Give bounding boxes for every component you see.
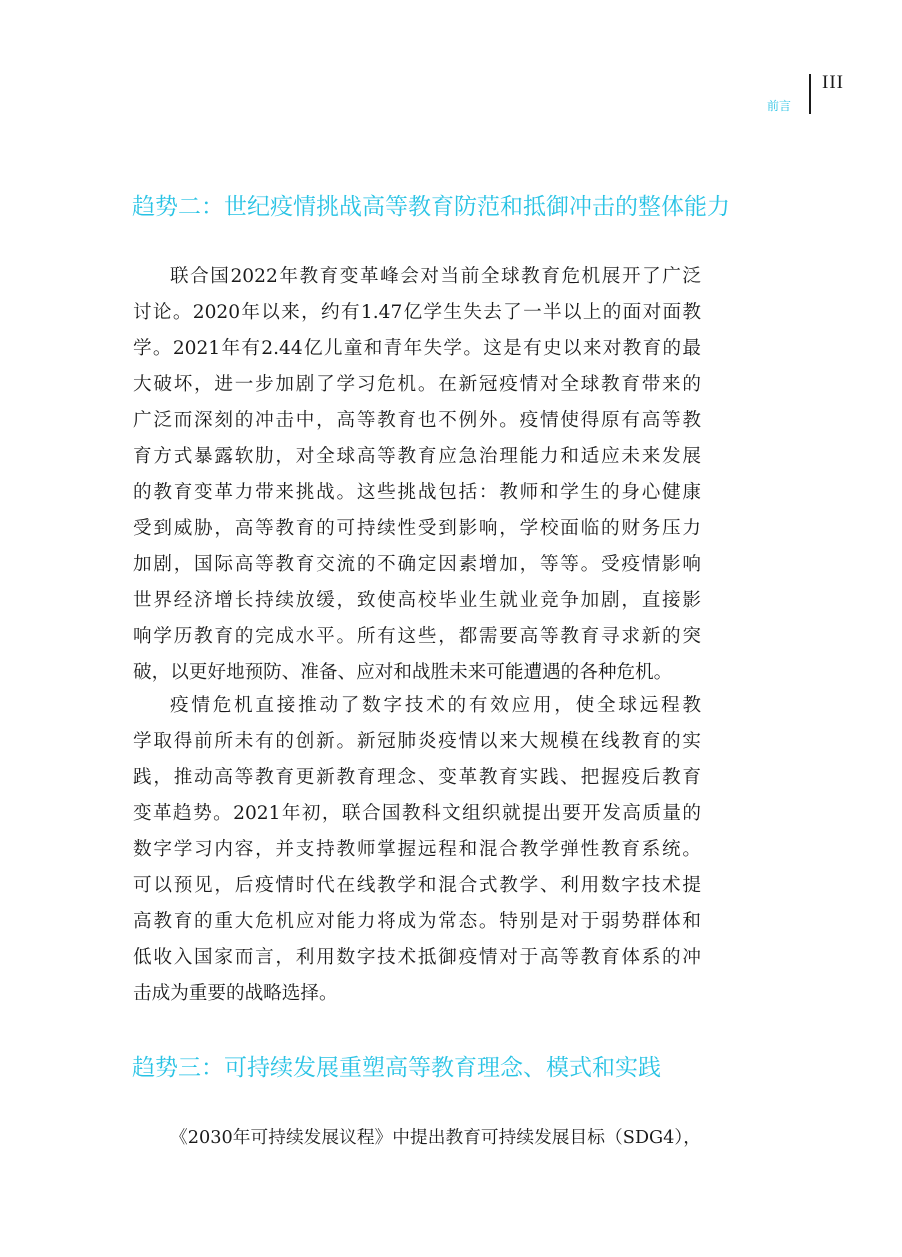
text-line: 破，以更好地预防、准备、应对和战胜未来可能遭遇的各种危机。 [133,662,673,683]
text-line: 击成为重要的战略选择。 [133,983,338,1004]
header-divider [809,74,811,114]
page-number: III [822,72,844,93]
text-line: 学取得前所未有的创新。新冠肺炎疫情以来大规模在线教育的实 [133,731,701,752]
text-line: 受到威胁，高等教育的可持续性受到影响，学校面临的财务压力 [133,518,701,539]
text-line: 低收入国家而言，利用数字技术抵御疫情对于高等教育体系的冲 [133,947,701,968]
paragraph-trend-two-1 [133,259,701,691]
text-line: 数字学习内容，并支持教师掌握远程和混合教学弹性教育系统。 [133,839,701,860]
text-line: 讨论。2020年以来，约有1.47亿学生失去了一半以上的面对面教 [133,302,701,323]
text-line: 学。2021年有2.44亿儿童和青年失学。这是有史以来对教育的最 [133,338,701,359]
text-line: 加剧，国际高等教育交流的不确定因素增加，等等。受疫情影响 [133,554,701,575]
running-head: 前言 [767,99,792,113]
text-line: 大破坏，进一步加剧了学习危机。在新冠疫情对全球教育带来的 [133,374,701,395]
text-line: 疫情危机直接推动了数字技术的有效应用，使全球远程教 [170,695,701,716]
text-line: 联合国2022年教育变革峰会对当前全球教育危机展开了广泛 [170,266,701,287]
paragraph-trend-three-1 [133,1120,701,1156]
text-line: 广泛而深刻的冲击中，高等教育也不例外。疫情使得原有高等教 [133,410,701,431]
text-line: 世界经济增长持续放缓，致使高校毕业生就业竞争加剧，直接影 [133,590,701,611]
text-line: 育方式暴露软肋，对全球高等教育应急治理能力和适应未来发展 [133,446,701,467]
text-line: 践，推动高等教育更新教育理念、变革教育实践、把握疫后教育 [133,767,701,788]
text-line: 响学历教育的完成水平。所有这些，都需要高等教育寻求新的突 [133,626,701,647]
paragraph-trend-two-2 [133,688,701,1012]
text-line: 高教育的重大危机应对能力将成为常态。特别是对于弱势群体和 [133,911,701,932]
text-line: 可以预见，后疫情时代在线教学和混合式教学、利用数字技术提 [133,875,701,896]
section-heading-trend-two: 趋势二：世纪疫情挑战高等教育防范和抵御冲击的整体能力 [132,194,730,220]
text-line: 《2030年可持续发展议程》中提出教育可持续发展目标（SDG4）， [170,1128,701,1148]
text-line: 变革趋势。2021年初，联合国教科文组织就提出要开发高质量的 [133,803,701,824]
section-heading-trend-three: 趋势三：可持续发展重塑高等教育理念、模式和实践 [132,1055,661,1081]
text-line: 的教育变革力带来挑战。这些挑战包括：教师和学生的身心健康 [133,482,701,503]
